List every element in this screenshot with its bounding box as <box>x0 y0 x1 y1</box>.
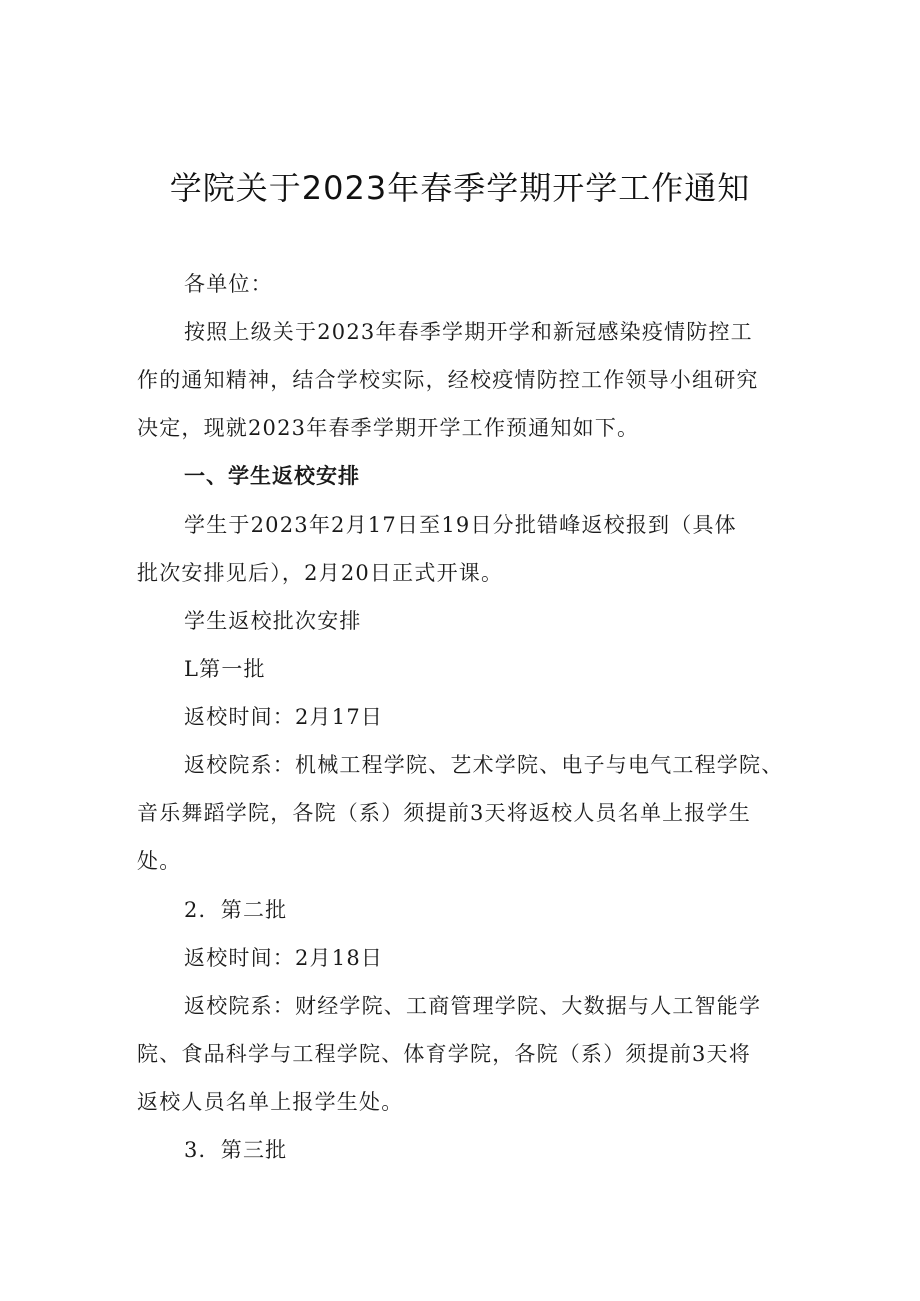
salutation: 各单位： <box>184 272 273 296</box>
intro-line-3: 决定，现就2023年春季学期开学工作预通知如下。 <box>137 416 640 440</box>
batch-1-depts-line-1: 返校院系：机械工程学院、艺术学院、电子与电气工程学院、 <box>184 753 784 777</box>
section-paragraph-line-2: 批次安排见后），2月20日正式开课。 <box>137 561 504 585</box>
batch-1-label: L第一批 <box>184 657 266 681</box>
section-heading: 一、学生返校安排 <box>184 464 360 488</box>
batch-1-depts-line-2: 音乐舞蹈学院，各院（系）须提前3天将返校人员名单上报学生 <box>137 801 751 825</box>
batch-3-label: 3．第三批 <box>184 1138 288 1162</box>
document-title: 学院关于2023年春季学期开学工作通知 <box>169 169 751 207</box>
batch-1-depts-line-3: 处。 <box>137 849 182 873</box>
batch-2-time: 返校时间：2月18日 <box>184 946 384 970</box>
batch-2-depts-line-2: 院、食品科学与工程学院、体育学院，各院（系）须提前3天将 <box>137 1042 751 1066</box>
batch-2-depts-line-1: 返校院系：财经学院、工商管理学院、大数据与人工智能学 <box>184 994 762 1018</box>
batch-1-time: 返校时间：2月17日 <box>184 705 384 729</box>
batch-intro: 学生返校批次安排 <box>184 609 362 633</box>
intro-line-1: 按照上级关于2023年春季学期开学和新冠感染疫情防控工 <box>184 320 753 344</box>
batch-2-label: 2．第二批 <box>184 898 288 922</box>
batch-2-depts-line-3: 返校人员名单上报学生处。 <box>137 1090 404 1114</box>
intro-line-2: 作的通知精神，结合学校实际，经校疫情防控工作领导小组研究 <box>137 368 759 392</box>
section-paragraph-line-1: 学生于2023年2月17日至19日分批错峰返校报到（具体 <box>184 513 737 537</box>
